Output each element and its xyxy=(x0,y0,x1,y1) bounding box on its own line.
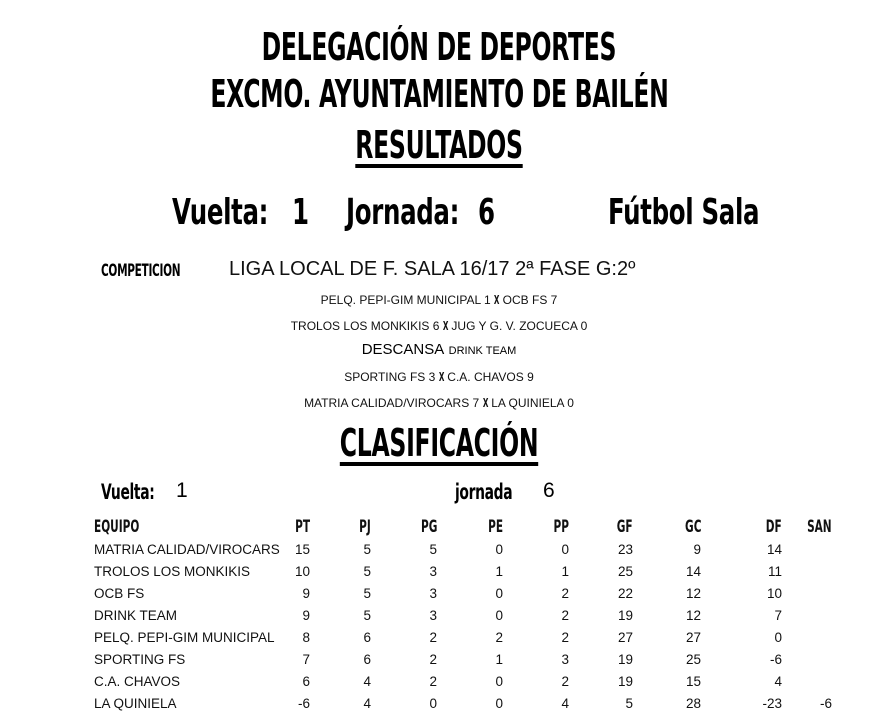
cell-pj: 5 xyxy=(363,607,372,623)
cell-pe: 0 xyxy=(495,585,504,601)
away-score: 7 xyxy=(550,293,558,307)
cell-gf: 22 xyxy=(618,585,634,601)
col-pj: PJ xyxy=(359,517,372,537)
cell-gc: 28 xyxy=(686,695,702,711)
cell-gf: 25 xyxy=(618,563,634,579)
jornada-value-wrap xyxy=(478,192,503,233)
cell-pj: 5 xyxy=(363,585,372,601)
cell-san xyxy=(782,626,832,648)
cell-pp: 2 xyxy=(561,607,570,623)
col-equipo: EQUIPO xyxy=(94,517,140,537)
cell-pp: 2 xyxy=(561,629,570,645)
cell-pt: 15 xyxy=(295,541,311,557)
cell-df: 7 xyxy=(774,607,783,623)
cell-san xyxy=(782,604,832,626)
col-pp: PP xyxy=(553,517,570,537)
table-row xyxy=(94,582,832,604)
home-score: 6 xyxy=(432,319,440,333)
cell-gc: 12 xyxy=(686,607,702,623)
team-name: SPORTING FS xyxy=(94,651,186,667)
sport-name: Fútbol Sala xyxy=(608,192,760,233)
team-name: OCB FS xyxy=(94,585,145,601)
away-team: OCB FS xyxy=(502,293,548,307)
cell-pj: 6 xyxy=(363,629,372,645)
match-row xyxy=(0,396,878,410)
cell-df: 11 xyxy=(768,563,783,579)
cell-san xyxy=(782,670,832,692)
cell-gc: 27 xyxy=(686,629,702,645)
rest-team: DRINK TEAM xyxy=(448,345,517,357)
versus-mark: X xyxy=(493,293,500,307)
versus-mark: X xyxy=(438,370,445,384)
vuelta-value: 1 xyxy=(292,192,309,233)
results-heading: RESULTADOS xyxy=(355,123,523,167)
team-name: TROLOS LOS MONKIKIS xyxy=(94,563,251,579)
cell-gc: 12 xyxy=(686,585,702,601)
away-score: 0 xyxy=(567,396,574,410)
cell-pt: 9 xyxy=(302,607,311,623)
cell-pe: 1 xyxy=(495,563,504,579)
cell-pg: 2 xyxy=(429,629,438,645)
standings-jornada-label: jornada xyxy=(455,480,513,504)
results-heading-wrap xyxy=(0,123,878,168)
match-row xyxy=(0,370,878,384)
cell-df: 14 xyxy=(767,541,783,557)
home-team: PELQ. PEPI-GIM MUNICIPAL xyxy=(320,293,481,307)
team-name: LA QUINIELA xyxy=(94,695,177,711)
home-score: 3 xyxy=(428,370,436,384)
cell-gc: 9 xyxy=(693,541,702,557)
cell-pj: 5 xyxy=(363,563,372,579)
cell-df: -23 xyxy=(762,695,783,711)
cell-pp: 4 xyxy=(561,695,570,711)
cell-gf: 5 xyxy=(625,695,634,711)
standings-vuelta-label: Vuelta: xyxy=(101,480,155,504)
cell-gf: 19 xyxy=(618,607,634,623)
team-name: MATRIA CALIDAD/VIROCARS xyxy=(94,541,280,557)
team-name: DRINK TEAM xyxy=(94,607,178,623)
table-row xyxy=(94,538,832,560)
cell-gc: 14 xyxy=(686,563,702,579)
cell-pg: 3 xyxy=(429,563,438,579)
cell-gc: 15 xyxy=(686,673,702,689)
col-san: SAN xyxy=(807,517,833,537)
cell-san xyxy=(782,560,832,582)
cell-pp: 2 xyxy=(561,585,570,601)
cell-pp: 1 xyxy=(561,563,570,579)
table-row xyxy=(94,560,832,582)
cell-pp: 0 xyxy=(561,541,570,557)
jornada-label: Jornada: xyxy=(346,192,460,233)
cell-pj: 6 xyxy=(363,651,372,667)
col-df: DF xyxy=(766,517,783,537)
table-row xyxy=(94,692,832,714)
away-team: JUG Y G. V. ZOCUECA xyxy=(451,319,578,333)
cell-pj: 4 xyxy=(363,673,372,689)
cell-df: 10 xyxy=(767,585,783,601)
vuelta-value-wrap xyxy=(292,192,317,233)
cell-pg: 3 xyxy=(429,585,438,601)
home-score: 7 xyxy=(472,396,480,410)
home-score: 1 xyxy=(484,293,491,307)
cell-pj: 4 xyxy=(363,695,372,711)
sport-wrap xyxy=(608,192,830,233)
cell-gf: 19 xyxy=(618,673,634,689)
away-team: LA QUINIELA xyxy=(491,396,564,410)
col-pt: PT xyxy=(295,517,311,537)
vuelta-label: Vuelta: xyxy=(172,192,269,233)
table-row xyxy=(94,648,832,670)
municipality-title: EXCMO. AYUNTAMIENTO DE BAILÉN xyxy=(209,72,669,116)
standings-vuelta-label-wrap xyxy=(101,480,182,504)
table-row xyxy=(94,670,832,692)
standings-heading-wrap xyxy=(0,421,878,466)
cell-san xyxy=(782,538,832,560)
cell-gc: 25 xyxy=(686,651,702,667)
header-line-1 xyxy=(0,25,878,69)
home-team: MATRIA CALIDAD/VIROCARS xyxy=(304,396,470,410)
cell-pe: 0 xyxy=(495,673,504,689)
jornada-value: 6 xyxy=(478,192,495,233)
cell-pp: 3 xyxy=(561,651,570,667)
cell-pt: 10 xyxy=(295,563,311,579)
competition-label-wrap xyxy=(101,261,229,281)
cell-pt: 9 xyxy=(302,585,311,601)
competition-label: COMPETICION xyxy=(101,261,181,281)
cell-pt: 7 xyxy=(302,651,311,667)
cell-gf: 27 xyxy=(618,629,634,645)
cell-pt: -6 xyxy=(298,695,311,711)
home-team: SPORTING FS xyxy=(344,370,426,384)
home-team: TROLOS LOS MONKIKIS xyxy=(290,319,430,333)
col-gf: GF xyxy=(617,517,634,537)
cell-pg: 3 xyxy=(429,607,438,623)
cell-pg: 2 xyxy=(429,673,438,689)
versus-mark: X xyxy=(482,396,488,410)
cell-pg: 2 xyxy=(429,651,438,667)
cell-pe: 2 xyxy=(495,629,504,645)
table-header-row xyxy=(94,516,832,538)
cell-pe: 0 xyxy=(495,607,504,623)
competition-name: LIGA LOCAL DE F. SALA 16/17 2ª FASE G:2º xyxy=(229,258,636,280)
col-pe: PE xyxy=(488,517,504,537)
cell-gf: 23 xyxy=(618,541,634,557)
table-row xyxy=(94,604,832,626)
versus-mark: X xyxy=(442,319,449,333)
cell-pe: 0 xyxy=(495,695,504,711)
away-team: C.A. CHAVOS xyxy=(447,370,524,384)
header-line-2 xyxy=(0,72,878,116)
cell-pe: 0 xyxy=(495,541,504,557)
cell-gf: 19 xyxy=(618,651,634,667)
standings-jornada-label-wrap xyxy=(455,480,542,504)
cell-df: 4 xyxy=(774,673,783,689)
cell-pg: 0 xyxy=(429,695,438,711)
cell-pg: 5 xyxy=(429,541,438,557)
match-row xyxy=(0,293,878,307)
away-score: 0 xyxy=(580,319,588,333)
standings-vuelta-value: 1 xyxy=(176,479,188,502)
cell-df: 0 xyxy=(774,629,783,645)
col-pg: PG xyxy=(420,517,438,537)
cell-df: -6 xyxy=(770,651,783,667)
cell-san xyxy=(782,582,832,604)
match-row xyxy=(0,319,878,333)
away-score: 9 xyxy=(527,370,534,384)
cell-san xyxy=(782,648,832,670)
standings-table xyxy=(94,516,832,714)
cell-pj: 5 xyxy=(363,541,372,557)
col-gc: GC xyxy=(684,517,702,537)
rest-label: DESCANSA xyxy=(361,341,445,358)
team-name: PELQ. PEPI-GIM MUNICIPAL xyxy=(94,629,275,645)
cell-san: -6 xyxy=(820,695,833,711)
cell-pt: 8 xyxy=(302,629,311,645)
team-name: C.A. CHAVOS xyxy=(94,673,181,689)
cell-pt: 6 xyxy=(302,673,311,689)
org-title: DELEGACIÓN DE DEPORTES xyxy=(261,25,617,69)
standings-jornada-value: 6 xyxy=(543,479,555,502)
table-row xyxy=(94,626,832,648)
cell-pe: 1 xyxy=(495,651,504,667)
rest-row xyxy=(0,341,878,359)
standings-heading: CLASIFICACIÓN xyxy=(339,421,539,465)
cell-pp: 2 xyxy=(561,673,570,689)
